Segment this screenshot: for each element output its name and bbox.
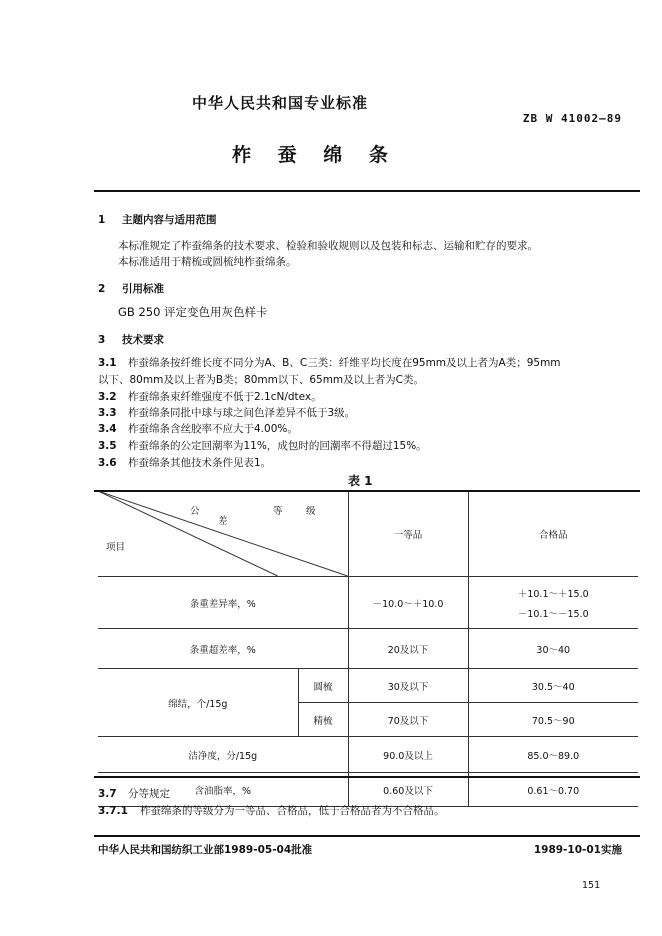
header-ji: 级 — [306, 506, 316, 517]
clause-number: 3.5 — [98, 440, 117, 452]
section-title: 主题内容与适用范围 — [122, 214, 217, 226]
row-first: 30及以下 — [348, 669, 468, 703]
table-bottom-rule — [94, 776, 640, 778]
clause-text: 柞蚕绵条束纤维强度不低于2.1cN/dtex。 — [128, 391, 322, 403]
clause-3-6 — [98, 455, 271, 470]
table-caption: 表 1 — [348, 474, 373, 488]
effective-date: 1989-10-01实施 — [533, 844, 622, 856]
section-3-heading — [98, 332, 164, 347]
clause-text: 柞蚕绵条的等级分为一等品、合格品，低于合格品者为不合格品。 — [140, 805, 445, 817]
clause-3-7 — [98, 786, 170, 801]
clause-3-5 — [98, 438, 427, 453]
header-diagonal-cell — [98, 491, 348, 577]
clause-number: 3.4 — [98, 423, 117, 435]
clause-text: 柞蚕绵条的公定回潮率为11%，成包时的回潮率不得超过15%。 — [128, 440, 427, 452]
clause-3-2 — [98, 389, 322, 404]
header-gong: 公 — [190, 506, 200, 517]
row-subitem: 圆梳 — [298, 669, 348, 703]
table-row — [98, 577, 638, 629]
section-2-heading — [98, 281, 164, 296]
clause-text: 分等规定 — [128, 788, 170, 800]
row-pass-lower: －10.1～－15.0 — [517, 608, 589, 620]
clause-3-1-cont: 以下、80mm及以上者为B类；80mm以下、65mm及以上者为C类。 — [98, 374, 424, 386]
header-item: 项目 — [106, 542, 126, 553]
row-pass: 85.0～89.0 — [468, 737, 638, 773]
row-pass: 70.5～90 — [468, 703, 638, 737]
row-pass-upper: ＋10.1～＋15.0 — [517, 588, 589, 600]
section-number: 3 — [98, 334, 106, 346]
clause-number: 3.3 — [98, 407, 117, 419]
row-pass — [468, 577, 638, 629]
table-top-rule — [94, 490, 640, 492]
section-1-para-2: 本标准适用于精梳或圆梳纯柞蚕绵条。 — [118, 256, 297, 268]
document-title: 柞 蚕 绵 条 — [232, 144, 398, 166]
clause-text: 柞蚕绵条同批中球与球之间色泽差异不低于3级。 — [128, 407, 356, 419]
row-first: －10.0～＋10.0 — [348, 577, 468, 629]
row-first: 20及以下 — [348, 629, 468, 669]
section-title: 技术要求 — [122, 334, 164, 346]
row-pass: 0.61～0.70 — [468, 773, 638, 807]
row-item: 条重差异率，% — [98, 577, 348, 629]
standard-code: ZB W 41002—89 — [522, 112, 622, 125]
section-number: 1 — [98, 214, 106, 226]
clause-number: 3.2 — [98, 391, 117, 403]
approval-note: 中华人民共和国纺织工业部1989-05-04批准 — [98, 844, 313, 856]
section-title: 引用标准 — [122, 283, 164, 295]
header-rule — [94, 190, 640, 192]
header-deng: 等 — [273, 506, 283, 517]
clause-number: 3.7 — [98, 788, 117, 800]
clause-text: 柞蚕绵条其他技术条件见表1。 — [128, 457, 272, 469]
clause-3-7-1 — [98, 803, 445, 818]
row-pass: 30.5～40 — [468, 669, 638, 703]
clause-number: 3.6 — [98, 457, 117, 469]
standard-org: 中华人民共和国专业标准 — [192, 94, 369, 112]
page-number: 151 — [582, 880, 601, 891]
table-row — [98, 669, 638, 703]
col-header-pass: 合格品 — [468, 491, 638, 577]
clause-3-4 — [98, 421, 298, 436]
clause-3-3 — [98, 405, 355, 420]
clause-number: 3.1 — [98, 357, 117, 369]
table-row — [98, 737, 638, 773]
header-cha: 差 — [218, 516, 228, 527]
clause-text: 柞蚕绵条含丝胶率不应大于4.00%。 — [128, 423, 298, 435]
col-header-first: 一等品 — [348, 491, 468, 577]
clause-number: 3.7.1 — [98, 805, 128, 817]
section-1-heading — [98, 212, 217, 227]
clause-3-1 — [98, 355, 561, 370]
row-item: 含油脂率，% — [98, 773, 348, 807]
row-first: 70及以下 — [348, 703, 468, 737]
row-first: 90.0及以上 — [348, 737, 468, 773]
clause-text: 柞蚕绵条按纤维长度不同分为A、B、C三类：纤维平均长度在95mm及以上者为A类；95mm — [128, 357, 561, 369]
section-1-para-1: 本标准规定了柞蚕绵条的技术要求、检验和验收规则以及包装和标志、运输和贮存的要求。 — [118, 240, 538, 252]
table-1 — [98, 490, 638, 807]
table-header-row — [98, 491, 638, 577]
footer-rule — [94, 835, 640, 837]
row-pass: 30～40 — [468, 629, 638, 669]
row-first: 0.60及以下 — [348, 773, 468, 807]
table-row — [98, 629, 638, 669]
section-2-reference: GB 250 评定变色用灰色样卡 — [118, 305, 268, 319]
row-item: 绵结，个/15g — [98, 669, 298, 737]
section-number: 2 — [98, 283, 106, 295]
row-item: 条重超差率，% — [98, 629, 348, 669]
row-subitem: 精梳 — [298, 703, 348, 737]
row-item: 洁净度，分/15g — [98, 737, 348, 773]
